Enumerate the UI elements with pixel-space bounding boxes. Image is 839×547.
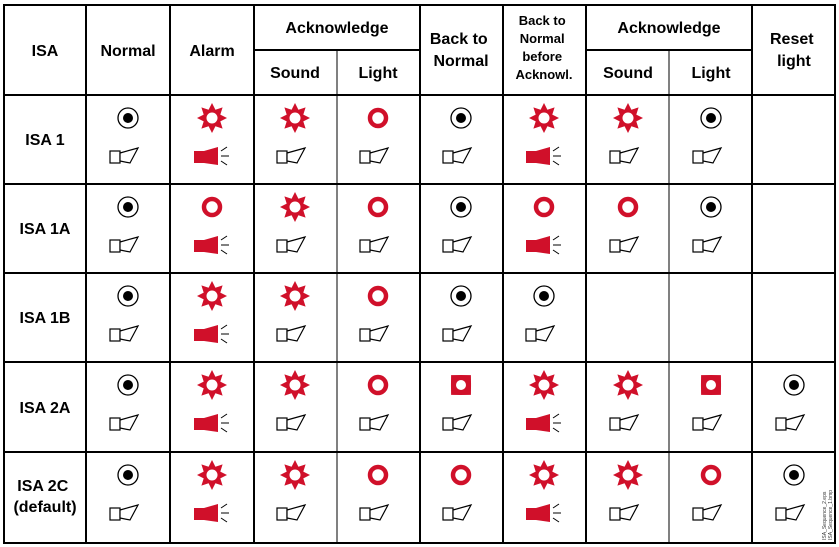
header-sound-1: Sound [270, 65, 320, 82]
horn-icon-r5-c4 [360, 505, 388, 520]
horn-icon-r5-c5 [443, 505, 471, 520]
horn-icon-r1-c7 [610, 148, 638, 163]
lamp-icon-r5-c7 [613, 460, 643, 490]
lamp-icon-r3-c2 [197, 281, 227, 311]
lamp-icon-r3-c4 [370, 288, 386, 304]
horn-icon-r3-c2 [194, 325, 229, 343]
lamp-icon-r3-c5 [451, 286, 471, 306]
lamp-icon-r5-c5 [453, 467, 469, 483]
header-reset-light: Reset light [769, 31, 814, 70]
horn-icon-r1-c4 [360, 148, 388, 163]
horn-icon-r1-c1 [110, 148, 138, 163]
horn-icon-r2-c6 [526, 236, 561, 254]
lamp-icon-r5-c8 [703, 467, 719, 483]
symbol-layer [110, 103, 804, 522]
table-header [32, 13, 818, 82]
header-light-1: Light [358, 65, 398, 82]
horn-icon-r4-c8 [693, 415, 721, 430]
horn-icon-r4-c6 [526, 414, 561, 432]
horn-icon-r3-c4 [360, 326, 388, 341]
lamp-icon-r2-c2 [204, 199, 220, 215]
header-alarm: Alarm [189, 43, 235, 60]
horn-icon-r5-c9 [776, 505, 804, 520]
header-isa: ISA [31, 43, 59, 60]
lamp-icon-r4-c2 [197, 370, 227, 400]
horn-icon-r4-c5 [443, 415, 471, 430]
lamp-icon-r2-c8 [701, 197, 721, 217]
row-labels [13, 132, 76, 516]
header-light-2: Light [691, 65, 731, 82]
lamp-icon-r5-c1 [118, 465, 138, 485]
horn-icon-r2-c7 [610, 237, 638, 252]
table-grid [4, 5, 835, 543]
row-label-isa-1a: ISA 1A [19, 221, 71, 238]
header-acknowledge-2: Acknowledge [617, 20, 721, 37]
lamp-icon-r2-c4 [370, 199, 386, 215]
horn-icon-r4-c3 [277, 415, 305, 430]
horn-icon-r5-c1 [110, 505, 138, 520]
header-back-before-ack: Back to Normal before Acknowl. [515, 13, 573, 82]
lamp-icon-r4-c8 [691, 365, 731, 405]
header-normal: Normal [100, 43, 156, 60]
lamp-icon-r1-c3 [280, 103, 310, 133]
horn-icon-r2-c1 [110, 237, 138, 252]
horn-icon-r5-c8 [693, 505, 721, 520]
lamp-icon-r3-c6 [534, 286, 554, 306]
horn-icon-r3-c3 [277, 326, 305, 341]
lamp-icon-r4-c3 [280, 370, 310, 400]
horn-icon-r4-c9 [776, 415, 804, 430]
footnote-line-2: ISA_Sequence_1.bmp [828, 489, 834, 540]
lamp-icon-r4-c7 [613, 370, 643, 400]
lamp-icon-r2-c5 [451, 197, 471, 217]
lamp-icon-r4-c5 [441, 365, 481, 405]
horn-icon-r4-c1 [110, 415, 138, 430]
lamp-icon-r4-c6 [529, 370, 559, 400]
lamp-icon-r1-c4 [370, 110, 386, 126]
header-back-to-normal: Back to Normal [429, 31, 489, 70]
lamp-icon-r4-c1 [118, 375, 138, 395]
lamp-icon-r2-c1 [118, 197, 138, 217]
horn-icon-r1-c5 [443, 148, 471, 163]
row-label-isa-1b: ISA 1B [19, 310, 71, 327]
lamp-icon-r1-c8 [701, 108, 721, 128]
horn-icon-r4-c2 [194, 414, 229, 432]
horn-icon-r4-c7 [610, 415, 638, 430]
lamp-icon-r5-c4 [370, 467, 386, 483]
lamp-icon-r5-c9 [784, 465, 804, 485]
horn-icon-r4-c4 [360, 415, 388, 430]
horn-icon-r5-c7 [610, 505, 638, 520]
horn-icon-r5-c3 [277, 505, 305, 520]
row-label-isa-1: ISA 1 [25, 132, 65, 149]
horn-icon-r5-c6 [526, 504, 561, 522]
lamp-icon-r4-c4 [370, 377, 386, 393]
file-footnote [822, 490, 834, 540]
row-label-isa-2a: ISA 2A [19, 400, 71, 417]
lamp-icon-r4-c9 [784, 375, 804, 395]
horn-icon-r2-c3 [277, 237, 305, 252]
lamp-icon-r5-c2 [197, 460, 227, 490]
horn-icon-r2-c5 [443, 237, 471, 252]
horn-icon-r3-c1 [110, 326, 138, 341]
horn-icon-r3-c6 [526, 326, 554, 341]
horn-icon-r1-c3 [277, 148, 305, 163]
lamp-icon-r2-c7 [620, 199, 636, 215]
horn-icon-r1-c8 [693, 148, 721, 163]
horn-icon-r2-c2 [194, 236, 229, 254]
lamp-icon-r1-c6 [529, 103, 559, 133]
lamp-icon-r3-c3 [280, 281, 310, 311]
horn-icon-r1-c2 [194, 147, 229, 165]
horn-icon-r3-c5 [443, 326, 471, 341]
lamp-icon-r3-c1 [118, 286, 138, 306]
lamp-icon-r1-c7 [613, 103, 643, 133]
lamp-icon-r1-c2 [197, 103, 227, 133]
lamp-icon-r1-c5 [451, 108, 471, 128]
row-label-isa-2c: ISA 2C (default) [13, 478, 77, 516]
horn-icon-r1-c6 [526, 147, 561, 165]
footnote-line-1: ISA_Sequence_2.eps [822, 491, 828, 540]
horn-icon-r2-c4 [360, 237, 388, 252]
lamp-icon-r5-c6 [529, 460, 559, 490]
horn-icon-r5-c2 [194, 504, 229, 522]
horn-icon-r2-c8 [693, 237, 721, 252]
lamp-icon-r5-c3 [280, 460, 310, 490]
header-acknowledge-1: Acknowledge [285, 20, 389, 37]
lamp-icon-r2-c6 [536, 199, 552, 215]
header-sound-2: Sound [603, 65, 653, 82]
lamp-icon-r1-c1 [118, 108, 138, 128]
lamp-icon-r2-c3 [280, 192, 310, 222]
